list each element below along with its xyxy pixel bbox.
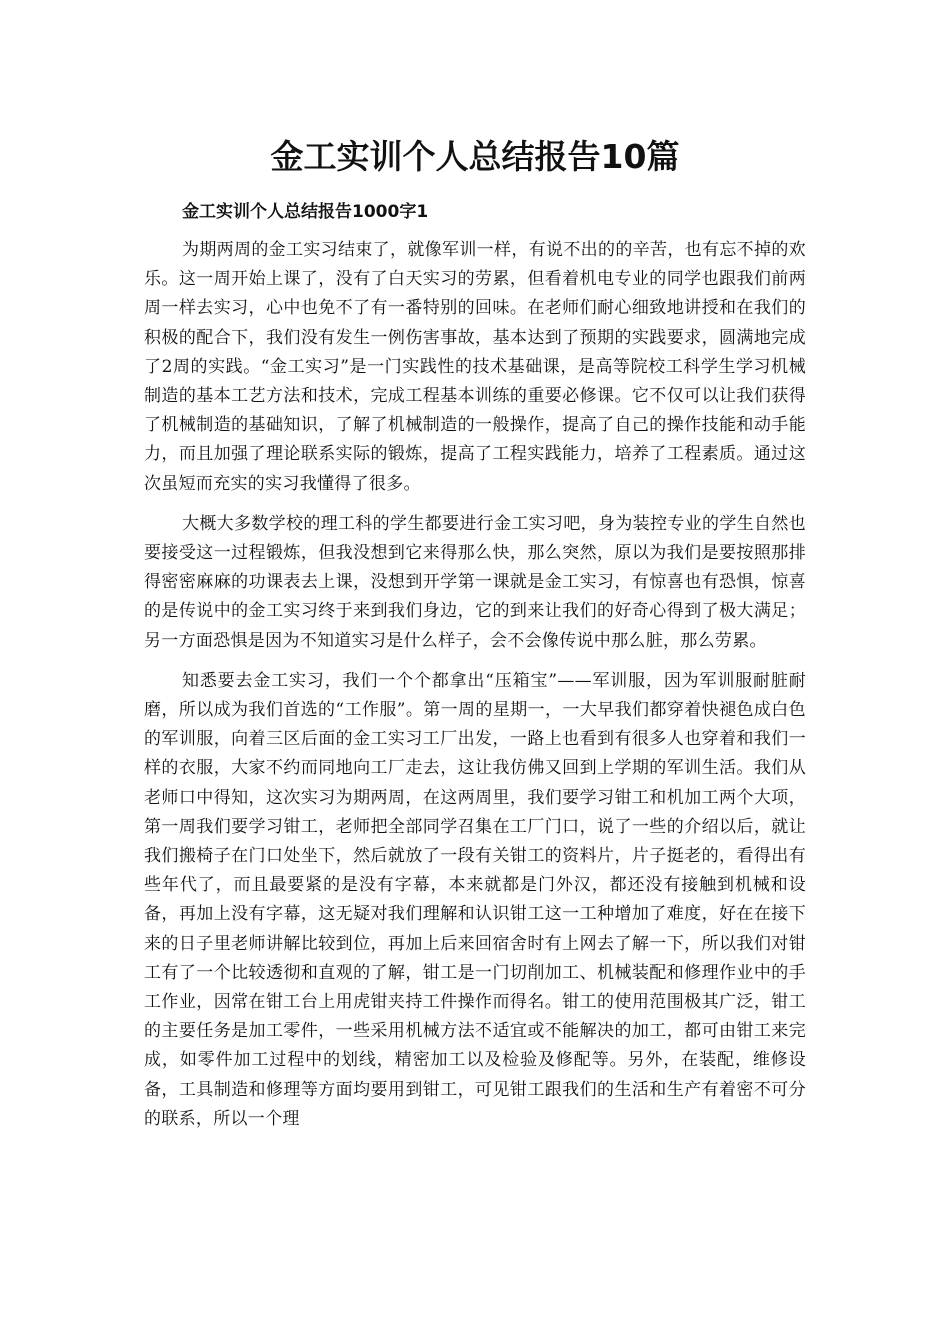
paragraph-1: 为期两周的金工实习结束了，就像军训一样，有说不出的的辛苦，也有忘不掉的欢乐。这一周开始上课了，没有了白天实习的劳累，但看着机电专业的同学也跟我们前两周一样去实习，心中也免不了有一番特别的回味。在老师们耐心细致地讲授和在我们的积极的配合下，我们没有发生一例伤害事故，基本达到了预期的实践要求，圆满地完成了2周的实践。“金工实习”是一门实践性的技术基础课，是高等院校工科学生学习机械制造的基本工艺方法和技术，完成工程基本训练的重要必修课。它不仅可以让我们获得了机械制造的基础知识，了解了机械制造的一般操作，提高了自己的操作技能和动手能力，而且加强了理论联系实际的锻炼，提高了工程实践能力，培养了工程素质。通过这次虽短而充实的实习我懂得了很多。 — [144, 240, 806, 494]
section-heading: 金工实训个人总结报告1000字1 — [182, 202, 429, 222]
paragraph-2: 大概大多数学校的理工科的学生都要进行金工实习吧，身为装控专业的学生自然也要接受这一过程锻炼，但我没想到它来得那么快，那么突然，原以为我们是要按照那排得密密麻麻的功课表去上课，没想到开学第一课就是金工实习，有惊喜也有恐惧，惊喜的是传说中的金工实习终于来到我们身边，它的到来让我们的好奇心得到了极大满足；另一方面恐惧是因为不知道实习是什么样子，会不会像传说中那么脏，那么劳累。 — [144, 513, 806, 651]
paragraph-3: 知悉要去金工实习，我们一个个都拿出“压箱宝”——军训服，因为军训服耐脏耐磨，所以成为我们首选的“工作服”。第一周的星期一，一大早我们都穿着快褪色成白色的军训服，向着三区后面的金工实习工厂出发，一路上也看到有很多人也穿着和我们一样的衣服，大家不约而同地向工厂走去，这让我仿佛又回到上学期的军训生活。我们从老师口中得知，这次实习为期两周，在这两周里，我们要学习钳工和机加工两个大项，第一周我们要学习钳工，老师把全部同学召集在工厂门口，说了一些的介绍以后，就让我们搬椅子在门口处坐下，然后就放了一段有关钳工的资料片，片子挺老的，看得出有些年代了，而且最要紧的是没有字幕，本来就都是门外汉，都还没有接触到机械和设备，再加上没有字幕，这无疑对我们理解和认识钳工这一工种增加了难度，好在在接下来的日子里老师讲解比较到位，再加上后来回宿舍时有上网去了解一下，所以我们对钳工有了一个比较透彻和直观的了解，钳工是一门切削加工、机械装配和修理作业中的手工作业，因常在钳工台上用虎钳夹持工件操作而得名。钳工的使用范围极其广泛，钳工的主要任务是加工零件，一些采用机械方法不适宜或不能解决的加工，都可由钳工来完成，如零件加工过程中的划线，精密加工以及检验及修配等。另外，在装配，维修设备，工具制造和修理等方面均要用到钳工，可见钳工跟我们的生活和生产有着密不可分的联系，所以一个理 — [144, 670, 806, 1129]
document-body — [144, 236, 806, 1145]
document-title: 金工实训个人总结报告10篇 — [270, 137, 680, 176]
